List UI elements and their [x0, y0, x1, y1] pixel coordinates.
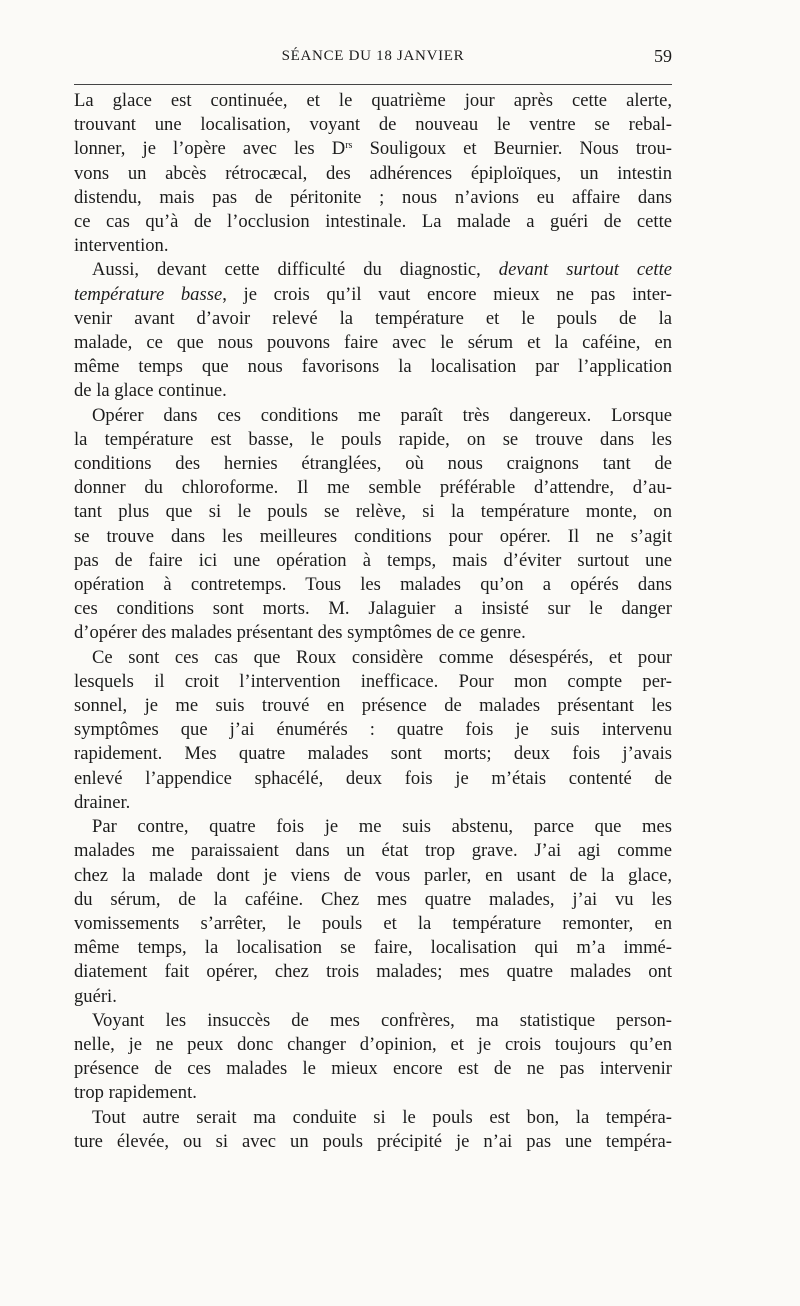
text-line: trouvant une localisation, voyant de nouveau le ventre se rebal- [74, 114, 672, 136]
text-line: Opérer dans ces conditions me paraît très dangereux. Lorsque [92, 404, 672, 426]
page-header [74, 40, 672, 85]
text-line: même temps que nous favorisons la localisation par l’application [74, 356, 672, 378]
text-line: de la glace continue. [74, 380, 227, 402]
text-fragment: lonner, je l’opère avec les D [74, 138, 346, 160]
paragraph-4 [74, 646, 672, 815]
text-line: d’opérer des malades présentant des symptômes de ce genre. [74, 622, 526, 644]
text-line: guéri. [74, 985, 117, 1007]
text-line: la température est basse, le pouls rapide, on se trouve dans les [74, 428, 672, 450]
text-line: La glace est continuée, et le quatrième jour après cette alerte, [74, 90, 672, 111]
text-line: Voyant les insuccès de mes confrères, ma statistique person- [92, 1009, 672, 1031]
page-number: 59 [654, 46, 672, 66]
text-line: chez la malade dont je viens de vous parler, en usant de la glace, [74, 864, 672, 886]
text-line: opération à contretemps. Tous les malades qu’on a opérés dans [74, 574, 672, 596]
italic-text: devant surtout cette [498, 259, 672, 281]
text-fragment: Aussi, devant cette difficulté du diagnostic, [92, 259, 499, 281]
superscript: rs [345, 140, 353, 152]
text-line: même temps, la localisation se faire, localisation qui m’a immé- [74, 937, 672, 959]
text-line: ce cas qu’à de l’occlusion intestinale. La malade a guéri de cette [74, 211, 672, 233]
text-line: symptômes que j’ai énumérés : quatre fois je suis intervenu [74, 719, 672, 741]
text-line [74, 283, 672, 307]
text-line: enlevé l’appendice sphacélé, deux fois je m’étais contenté de [74, 767, 672, 789]
text-line: vomissements s’arrêter, le pouls et la température remonter, en [74, 912, 672, 934]
text-line: venir avant d’avoir relevé la température et le pouls de la [74, 307, 672, 329]
text-line: ces conditions sont morts. M. Jalaguier a insisté sur le danger [74, 598, 672, 620]
italic-text: température basse [74, 283, 223, 305]
running-head: SÉANCE DU 18 JANVIER [281, 48, 465, 64]
text-line: diatement fait opérer, chez trois malades; mes quatre malades ont [74, 961, 672, 983]
text-line: drainer. [74, 791, 131, 813]
paragraph-6 [74, 1009, 672, 1106]
text-line: malade, ce que nous pouvons faire avec le sérum et la caféine, en [74, 332, 672, 354]
paragraph-1 [74, 89, 672, 258]
text-line: intervention. [74, 235, 169, 257]
text-line: malades me paraissaient dans un état trop grave. J’ai agi comme [74, 840, 672, 862]
text-line: sonnel, je me suis trouvé en présence de malades présentant les [74, 695, 672, 717]
text-line [74, 258, 672, 282]
text-line: trop rapidement. [74, 1082, 197, 1104]
text-fragment: , je crois qu’il vaut encore mieux ne pas inter- [222, 283, 672, 305]
text-line: Tout autre serait ma conduite si le pouls est bon, la tempéra- [92, 1106, 672, 1128]
paragraph-5 [74, 815, 672, 1009]
text-line: tant plus que si le pouls se relève, si la température monte, on [74, 501, 672, 523]
text-line: distendu, mais pas de péritonite ; nous n’avions eu affaire dans [74, 186, 672, 208]
text-line: nelle, je ne peux donc changer d’opinion, et je crois toujours qu’en [74, 1033, 672, 1055]
text-line: donner du chloroforme. Il me semble préférable d’attendre, d’au- [74, 477, 672, 499]
paragraph-2 [74, 258, 672, 403]
text-line: Ce sont ces cas que Roux considère comme désespérés, et pour [92, 646, 672, 668]
text-line: rapidement. Mes quatre malades sont morts; deux fois j’avais [74, 743, 672, 765]
text-line: conditions des hernies étranglées, où nous craignons tant de [74, 453, 672, 475]
paragraph-7 [74, 1106, 672, 1154]
text-line: ture élevée, ou si avec un pouls précipité je n’ai pas une tempéra- [74, 1130, 672, 1152]
paragraph-3 [74, 404, 672, 646]
text-line: du sérum, de la caféine. Chez mes quatre malades, j’ai vu les [74, 888, 672, 910]
text-line: pas de faire ici une opération à temps, mais d’éviter surtout une [74, 549, 672, 571]
text-line [74, 137, 672, 161]
text-line: se trouve dans les meilleures conditions pour opérer. Il ne s’agit [74, 525, 672, 547]
text-line: Par contre, quatre fois je me suis abstenu, parce que mes [92, 816, 672, 838]
body-text [74, 89, 672, 1154]
text-line: vons un abcès rétrocæcal, des adhérences épiploïques, un intestin [74, 162, 672, 184]
text-line: présence de ces malades le mieux encore est de ne pas intervenir [74, 1058, 672, 1080]
text-line: lesquels il croit l’intervention inefficace. Pour mon compte per- [74, 670, 672, 692]
text-fragment: Souligoux et Beurnier. Nous trou- [352, 138, 672, 160]
